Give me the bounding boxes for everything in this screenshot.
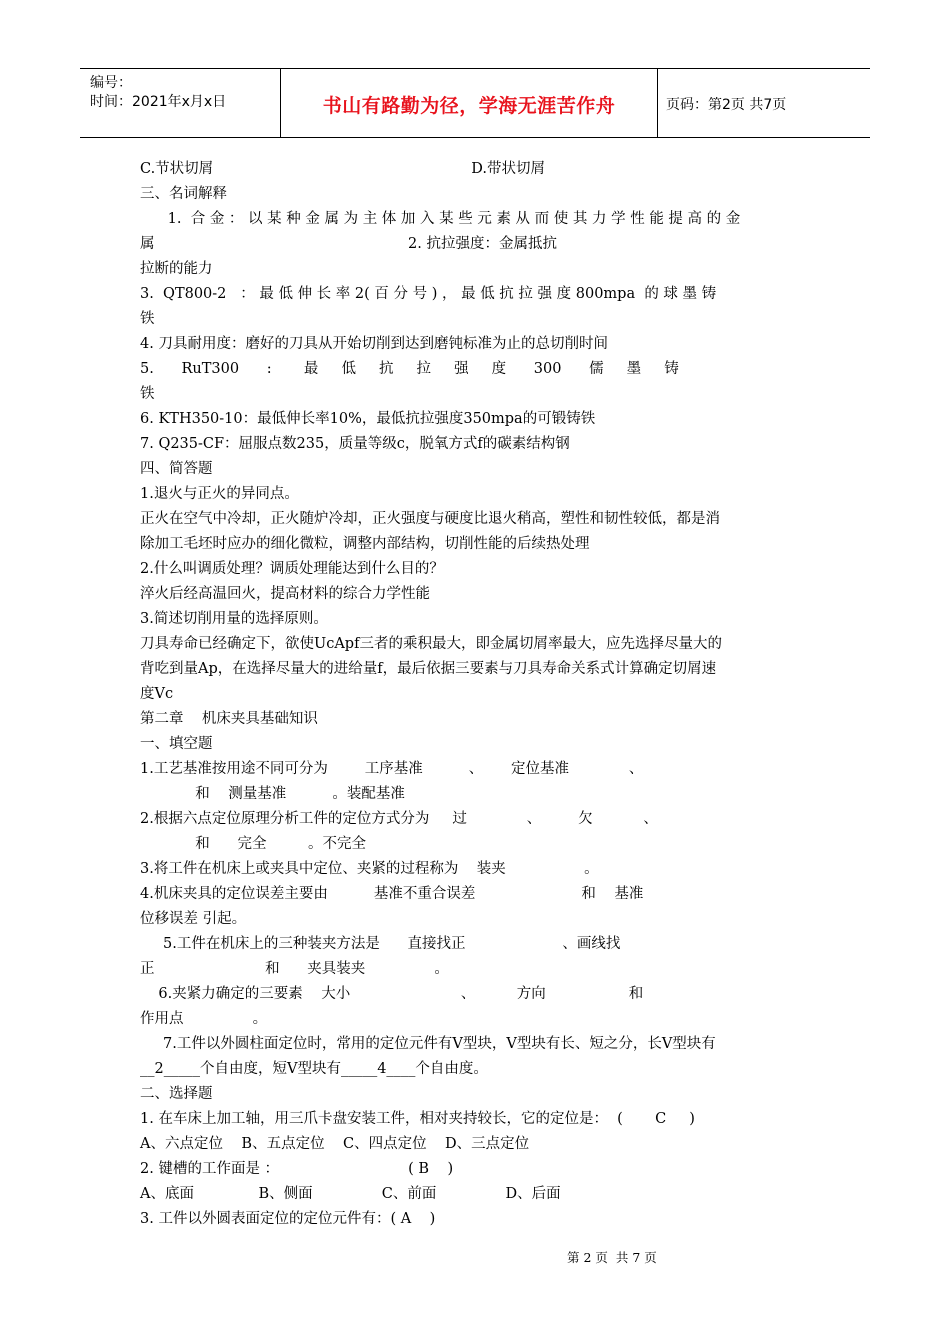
text-line: 3. 工件以外圆表面定位的定位元件有：( A ) <box>140 1211 436 1227</box>
text-line: 铁 <box>140 386 155 402</box>
text-line: 5.工件在机床上的三种装夹方法是 直接找正 、画线找 <box>140 936 621 952</box>
text-line: 5. RuT300 : 最 低 抗 拉 强 度 300 儒 墨 铸 <box>140 361 679 377</box>
text-line: 正 和 夹具装夹 。 <box>140 961 449 977</box>
header-motto-cell <box>281 69 658 137</box>
header-page-cell <box>658 69 870 137</box>
text-line: 四、简答题 <box>140 461 213 477</box>
text-line: 作用点 。 <box>140 1011 268 1027</box>
text-line: 2.什么叫调质处理？调质处理能达到什么目的？ <box>140 561 444 577</box>
header-meta-cell <box>80 69 281 137</box>
text-line: A、底面 B、侧面 C、前面 D、后面 <box>140 1186 561 1202</box>
text-line: A、六点定位 B、五点定位 C、四点定位 D、三点定位 <box>140 1136 530 1152</box>
text-line: 3. QT800-2 ： 最 低 伸 长 率 2( 百 分 号 ) ， 最 低 抗 拉 强 度 800mpa 的 球 墨 铸 <box>140 286 717 302</box>
text-line: 7.工件以外圆柱面定位时，常用的定位元件有V型块，V型块有长、短之分，长V型块有 <box>140 1036 716 1052</box>
date-text: 时间：2021年x月x日 <box>90 94 227 110</box>
serial-label: 编号： <box>90 75 132 91</box>
text-line: 6. KTH350-10：最低伸长率10%，最低抗拉强度350mpa的可锻铸铁 <box>140 411 596 427</box>
text-line: 1. 在车床上加工轴，用三爪卡盘安装工件，相对夹持较长，它的定位是： ( C ) <box>140 1111 695 1127</box>
text-line: 背吃到量Ap，在选择尽量大的进给量f，最后依据三要素与刀具寿命关系式计算确定切屑速 <box>140 661 717 677</box>
text-line: C.节状切屑 D.带状切屑 <box>140 161 546 177</box>
page-header <box>80 68 870 138</box>
motto-text: 书山有路勤为径，学海无涯苦作舟 <box>322 95 616 117</box>
text-line: 1. 合 金 ： 以 某 种 金 属 为 主 体 加 入 某 些 元 素 从 而 使 其 力 学 性 能 提 高 的 金 <box>140 211 741 227</box>
text-line: 3.将工件在机床上或夹具中定位、夹紧的过程称为 装夹 。 <box>140 861 599 877</box>
text-line: 拉断的能力 <box>140 261 213 277</box>
text-line: 1.退火与正火的异同点。 <box>140 486 299 502</box>
text-line: 二、选择题 <box>140 1086 213 1102</box>
text-line: 2.根据六点定位原理分析工件的定位方式分为 过 、 欠 、 <box>140 811 658 827</box>
text-line: 和 完全 。不完全 <box>140 836 366 852</box>
text-line: 7. Q235-CF：屈服点数235，质量等级c，脱氧方式f的碳素结构钢 <box>140 436 570 452</box>
text-line: 淬火后经高温回火，提高材料的综合力学性能 <box>140 586 430 602</box>
text-line: 3.简述切削用量的选择原则。 <box>140 611 328 627</box>
text-line: 位移误差 引起。 <box>140 911 247 927</box>
text-line: 一、填空题 <box>140 736 213 752</box>
text-line: 1.工艺基准按用途不同可分为 工序基准 、 定位基准 、 <box>140 761 644 777</box>
text-line: 4.机床夹具的定位误差主要由 基准不重合误差 和 基准 <box>140 886 644 902</box>
text-line: __2_____个自由度，短V型块有_____4____个自由度。 <box>140 1061 488 1077</box>
text-line: 4. 刀具耐用度：磨好的刀具从开始切削到达到磨钝标准为止的总切削时间 <box>140 336 608 352</box>
text-line: 属 2. 抗拉强度：金属抵抗 <box>140 236 557 252</box>
text-line: 度Vc <box>140 686 174 702</box>
text-line: 三、名词解释 <box>140 186 227 202</box>
text-line: 刀具寿命已经确定下，欲使UcApf三者的乘积最大，即金属切屑率最大，应先选择尽量大的 <box>140 636 722 652</box>
text-line: 正火在空气中冷却，正火随炉冷却，正火强度与硬度比退火稍高，塑性和韧性较低，都是消 <box>140 511 720 527</box>
text-line: 铁 <box>140 311 155 327</box>
text-line: 第二章 机床夹具基础知识 <box>140 711 318 727</box>
text-line: 6.夹紧力确定的三要素 大小 、 方向 和 <box>140 986 644 1002</box>
page-code: 页码：第2页 共7页 <box>666 97 787 113</box>
page-footer: 第 2 页 共 7 页 <box>567 1250 657 1265</box>
text-line: 2. 键槽的工作面是 ： ( B ) <box>140 1161 454 1177</box>
text-line: 除加工毛坯时应办的细化微粒，调整内部结构，切削性能的后续热处理 <box>140 536 590 552</box>
text-line: 和 测量基准 。装配基准 <box>140 786 405 802</box>
